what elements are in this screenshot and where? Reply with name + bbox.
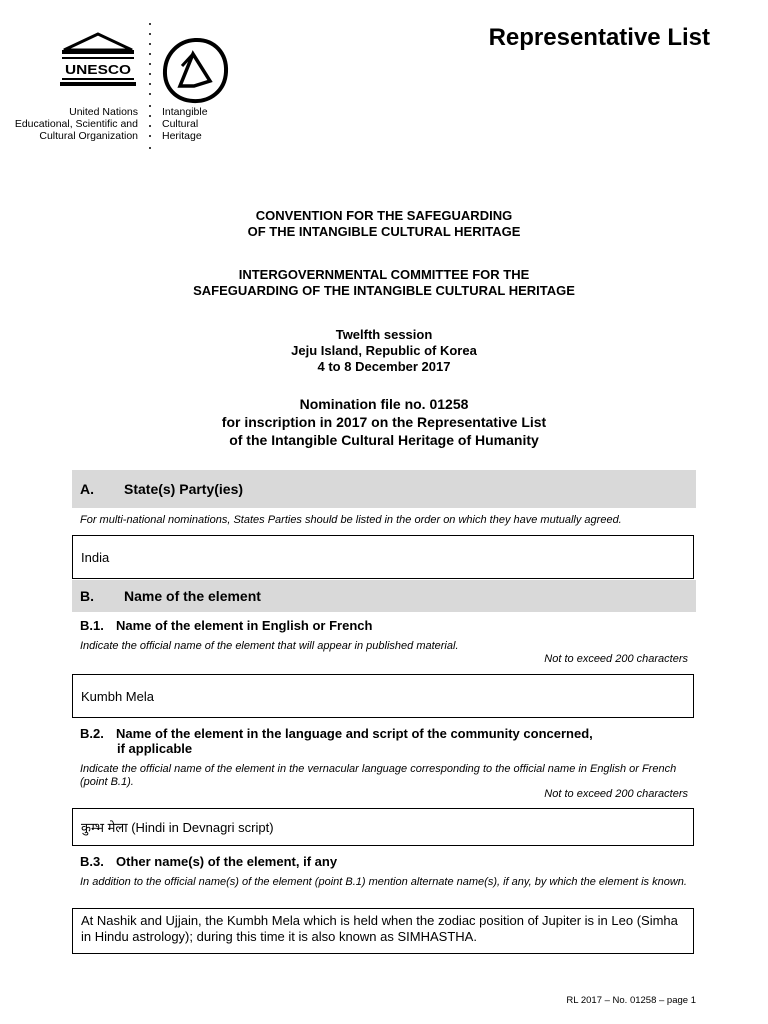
b3-heading: B.3. Other name(s) of the element, if any (80, 854, 338, 869)
unesco-logo-letters: UNESCO (65, 62, 131, 77)
convention-heading: CONVENTION FOR THE SAFEGUARDING OF THE INTANGIBLE CULTURAL HERITAGE (247, 208, 521, 239)
other-names-value: At Nashik and Ujjain, the Kumbh Mela which is held when the zodiac position of Jupiter is in Leo (Simha in Hindu astrology); during this time it is also known as SIMHASTHA. (81, 913, 678, 944)
nomination-heading: Nomination file no. 01258 for inscription in 2017 on the Representative List of the Intangible Cultural Heritage of Humanity (221, 396, 547, 448)
unesco-temple-logo (58, 32, 138, 98)
b3-note: In addition to the official name(s) of the element (point B.1) mention alternate name(s), if any, by which the element is known. (80, 876, 687, 888)
b1-limit: Not to exceed 200 characters (544, 653, 688, 665)
ich-emblem-logo (160, 36, 230, 106)
state-party-field[interactable] (72, 535, 694, 579)
b1-note: Indicate the official name of the element that will appear in published material. (80, 640, 459, 652)
element-name-english-value: Kumbh Mela (81, 688, 154, 704)
section-a-header (72, 470, 696, 508)
section-b-letter: B. (80, 588, 94, 604)
b2-heading: B.2. Name of the element in the language and script of the community concerned, if applicable (80, 726, 593, 756)
divider-dots (148, 22, 152, 152)
unesco-org-name: United Nations Educational, Scientific and Cultural Organization (14, 106, 138, 142)
section-b-title: Name of the element (124, 588, 261, 604)
section-a-title: State(s) Party(ies) (124, 481, 244, 497)
state-party-value: India (81, 549, 110, 565)
b2-note: Indicate the official name of the element in the vernacular language corresponding to the official name in English or French (point B.1). (80, 763, 677, 788)
section-b-header (72, 580, 696, 612)
element-name-vernacular-field[interactable] (72, 808, 694, 846)
logo-block (8, 22, 248, 152)
committee-heading: INTERGOVERNMENTAL COMMITTEE FOR THE SAFEGUARDING OF THE INTANGIBLE CULTURAL HERITAGE (193, 267, 575, 298)
other-names-field[interactable] (72, 908, 694, 954)
session-heading: Twelfth session Jeju Island, Republic of Korea 4 to 8 December 2017 (291, 327, 477, 374)
document-title: Representative List (488, 24, 710, 51)
element-name-english-field[interactable] (72, 674, 694, 718)
b2-limit: Not to exceed 200 characters (544, 788, 688, 800)
b1-heading: B.1. Name of the element in English or French (80, 618, 373, 633)
ich-name: Intangible Cultural Heritage (162, 106, 208, 142)
page-footer: RL 2017 – No. 01258 – page 1 (566, 995, 696, 1006)
section-a-note: For multi-national nominations, States Parties should be listed in the order on which they have mutually agreed. (80, 514, 622, 526)
element-name-vernacular-value: कुम्भ मेला (Hindi in Devnagri script) (81, 820, 274, 835)
section-a-letter: A. (80, 481, 94, 497)
